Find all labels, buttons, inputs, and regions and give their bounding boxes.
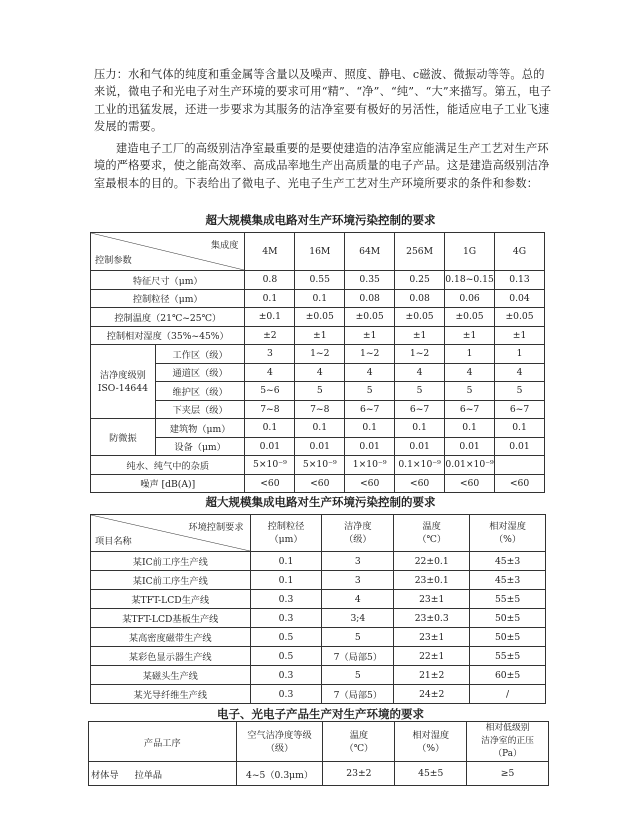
cleanliness-group-cell — [91, 345, 156, 419]
header-line1: 温度 — [349, 729, 369, 741]
table-cell: 0.1 — [345, 419, 395, 438]
header-line1: 控制粒径 — [267, 521, 305, 532]
table-cell: 4~5（0.3μm） — [236, 762, 323, 786]
table-row — [91, 308, 545, 327]
row-label: 设备（μm） — [155, 437, 245, 456]
table-cell: 0.1×10⁻⁹ — [395, 456, 445, 475]
paragraph-1: 压力：水和气体的纯度和重金属等含量以及噪声、照度、静电、c磁波、微振动等等。总的来说，微电子和光电子对生产环境的要求可用“精”、“净”、“纯”、“大”来描写。第五，电子工业的迅猛发展，还进一步要求为其服务的洁净室要有极好的另活性，能适应电子工业飞速发展的需要。 — [94, 68, 552, 134]
table-row — [91, 609, 546, 628]
table-row — [91, 382, 545, 401]
table-cell: ±1 — [495, 326, 545, 345]
row-label: 控制相对湿度（35%~45%） — [91, 326, 245, 345]
table-cell: 0.3 — [250, 666, 322, 685]
table-cell: <60 — [345, 474, 395, 493]
table-row — [91, 289, 545, 308]
table1-col-header: 1G — [445, 233, 495, 271]
table2 — [90, 514, 546, 704]
table-cell: <60 — [445, 474, 495, 493]
table3 — [88, 721, 549, 786]
table-cell: 5~6 — [245, 382, 295, 401]
table-cell: ±1 — [295, 326, 345, 345]
table-cell: 24±2 — [394, 685, 470, 704]
table-cell: 45±3 — [470, 571, 546, 590]
table-cell: 0.1 — [245, 419, 295, 438]
table-cell: 0.01 — [295, 437, 345, 456]
header-line1: 洁净度 — [344, 521, 372, 532]
table1-col-header: 256M — [395, 233, 445, 271]
table-cell: 0.5 — [250, 647, 322, 666]
table1-col-header: 16M — [295, 233, 345, 271]
row-label: 某TFT-LCD生产线 — [91, 590, 251, 609]
table-cell: / — [470, 685, 546, 704]
table-cell: 0.01 — [395, 437, 445, 456]
table-cell: 6~7 — [495, 400, 545, 419]
row-label: 某光导纤维生产线 — [91, 685, 251, 704]
table-cell: 0.1 — [395, 419, 445, 438]
table-cell: <60 — [245, 474, 295, 493]
table-cell: ±1 — [395, 326, 445, 345]
row-label: 建筑物（μm） — [155, 419, 245, 438]
table-cell: 0.1 — [445, 419, 495, 438]
table2-col-header — [322, 515, 394, 552]
table-cell: 3 — [322, 552, 394, 571]
table-cell: 4 — [322, 590, 394, 609]
header-line2: （级） — [265, 742, 294, 754]
table3-col-header — [395, 722, 467, 762]
table-cell: 0.01 — [345, 437, 395, 456]
row-label: 噪声 [dB(A)] — [91, 474, 245, 493]
table-cell: 0.3 — [250, 685, 322, 704]
row-label — [89, 762, 237, 786]
vibration-group-cell: 防微振 — [91, 419, 156, 456]
header-line1: 相对低级别 — [485, 723, 530, 733]
table-cell: 23±2 — [323, 762, 395, 786]
table-cell: <60 — [495, 474, 545, 493]
table2-col-header — [470, 515, 546, 552]
table3-col-header — [467, 722, 549, 762]
table-cell: 3 — [322, 571, 394, 590]
table-cell: 45±5 — [395, 762, 467, 786]
table-cell: 0.06 — [445, 289, 495, 308]
table-cell: 0.1 — [295, 289, 345, 308]
table-cell: 0.3 — [250, 590, 322, 609]
table3-col-header — [236, 722, 323, 762]
table-cell: 4 — [295, 363, 345, 382]
paragraph-2: 建造电子工厂的高级别洁净室最重要的是要使建造的洁净室应能满足生产工艺对生产环境的严格要求，使之能高效率、高成品率地生产出高质量的电子产品。这是建造高级别洁净室最根本的目的。下表给出了微电子、光电子生产工艺对生产环境所要求的条件和参数： — [94, 142, 550, 190]
table-row — [91, 271, 545, 290]
process-label: 拉单晶 — [134, 769, 163, 781]
table-cell: 0.55 — [295, 271, 345, 290]
table-cell: 50±5 — [470, 609, 546, 628]
table-cell: 1×10⁻⁹ — [345, 456, 395, 475]
cleanliness-group-line1: 洁净度级别 — [99, 369, 146, 381]
row-label: 某TFT-LCD基板生产线 — [91, 609, 251, 628]
table-cell: 1~2 — [345, 345, 395, 364]
row-label: 工作区（级） — [155, 345, 245, 364]
table-cell: 5 — [345, 382, 395, 401]
table-cell: 7~8 — [295, 400, 345, 419]
row-label: 控制温度（21℃~25℃） — [91, 308, 245, 327]
table-cell: 0.1 — [495, 419, 545, 438]
table-cell: 5 — [395, 382, 445, 401]
table1-corner-cell — [91, 233, 245, 271]
table-cell: 0.01 — [495, 437, 545, 456]
table-row — [91, 456, 545, 475]
table1 — [90, 232, 545, 493]
table-cell: ≥5 — [467, 762, 549, 786]
header-line2: 洁净室的正压 — [481, 736, 534, 746]
table-cell: 5 — [495, 382, 545, 401]
table-cell: 0.1 — [245, 289, 295, 308]
table2-corner-top: 环境控制要求 — [188, 522, 244, 533]
table-cell: 4 — [445, 363, 495, 382]
table-cell: ±0.05 — [495, 308, 545, 327]
table-cell: 4 — [495, 363, 545, 382]
table-row — [91, 400, 545, 419]
header-line2: （μm） — [269, 534, 303, 545]
table2-corner-cell — [91, 515, 251, 552]
table-row — [91, 345, 545, 364]
table-cell: 0.3 — [250, 609, 322, 628]
row-label: 某IC前工序生产线 — [91, 552, 251, 571]
table2-corner-bottom: 项目名称 — [95, 536, 132, 547]
header-line2: （%） — [417, 742, 445, 754]
table-cell: 0.08 — [395, 289, 445, 308]
table-cell: 23±0.3 — [394, 609, 470, 628]
table-cell: 4 — [345, 363, 395, 382]
table2-title: 超大规模集成电路对生产环境污染控制的要求 — [205, 495, 436, 509]
row-label: 维护区（级） — [155, 382, 245, 401]
table-cell: 1~2 — [395, 345, 445, 364]
table-cell: ±2 — [245, 326, 295, 345]
table3-title: 电子、光电子产品生产对生产环境的要求 — [217, 707, 424, 721]
table-cell: 0.01 — [245, 437, 295, 456]
table-cell: 0.04 — [495, 289, 545, 308]
header-line2: （℃） — [344, 742, 374, 754]
header-line2: （%） — [494, 534, 522, 545]
table-cell: 23±0.1 — [394, 571, 470, 590]
table-cell: 0.01×10⁻⁹ — [445, 456, 495, 475]
table1-col-header: 64M — [345, 233, 395, 271]
table1-corner-bottom: 控制参数 — [95, 255, 132, 266]
table-cell: 0.1 — [250, 552, 322, 571]
table-row — [91, 628, 546, 647]
table-cell: 1 — [445, 345, 495, 364]
table-row — [89, 762, 549, 786]
table-cell: 0.08 — [345, 289, 395, 308]
table-cell: 4 — [395, 363, 445, 382]
table-cell: 1~2 — [295, 345, 345, 364]
header-line1: 相对湿度 — [489, 521, 526, 532]
table-row — [91, 437, 545, 456]
table2-col-header — [394, 515, 470, 552]
table-cell: 5 — [295, 382, 345, 401]
table-cell: 55±5 — [470, 590, 546, 609]
table-cell: 1 — [495, 345, 545, 364]
table-cell: ±1 — [345, 326, 395, 345]
category-label: 材体导 — [91, 769, 119, 781]
table2-col-header — [250, 515, 322, 552]
table-cell: 7~8 — [245, 400, 295, 419]
table-cell: 0.1 — [250, 571, 322, 590]
table-cell: 6~7 — [395, 400, 445, 419]
table-cell: 7（局部5） — [322, 647, 394, 666]
table1-col-header: 4M — [245, 233, 295, 271]
header-line2: （℃） — [417, 534, 447, 545]
table-cell: 60±5 — [470, 666, 546, 685]
table-cell — [495, 456, 545, 475]
table-cell: 6~7 — [345, 400, 395, 419]
table-cell: 4 — [245, 363, 295, 382]
table-row — [91, 571, 546, 590]
table-row — [91, 552, 546, 571]
table-cell: 5×10⁻⁹ — [295, 456, 345, 475]
row-label: 某IC前工序生产线 — [91, 571, 251, 590]
table-cell: 0.1 — [295, 419, 345, 438]
row-label: 某彩色显示器生产线 — [91, 647, 251, 666]
table-cell: 0.13 — [495, 271, 545, 290]
table3-col-header — [323, 722, 395, 762]
table1-corner-top: 集成度 — [210, 240, 239, 251]
table-cell: 7（局部5） — [322, 685, 394, 704]
table-row — [91, 685, 546, 704]
table-cell: 50±5 — [470, 628, 546, 647]
table-cell: 6~7 — [445, 400, 495, 419]
table-row — [91, 326, 545, 345]
table1-col-header: 4G — [495, 233, 545, 271]
row-label: 特征尺寸（μm） — [91, 271, 245, 290]
table-cell: 23±1 — [394, 590, 470, 609]
header-line3: （Pa） — [493, 749, 522, 759]
table-cell: 22±1 — [394, 647, 470, 666]
table-cell: 0.01 — [445, 437, 495, 456]
table-row — [91, 647, 546, 666]
header-line1: 空气洁净度等级 — [247, 729, 312, 741]
table-cell: ±0.05 — [345, 308, 395, 327]
row-label: 下夹层（级） — [155, 400, 245, 419]
table-row — [91, 419, 545, 438]
table-row — [91, 590, 546, 609]
table-cell: <60 — [295, 474, 345, 493]
header-line1: 温度 — [422, 521, 441, 532]
table-cell: 0.35 — [345, 271, 395, 290]
row-label: 通道区（级） — [155, 363, 245, 382]
table-cell: 45±3 — [470, 552, 546, 571]
table-cell: ±0.05 — [445, 308, 495, 327]
table-cell: ±0.1 — [245, 308, 295, 327]
cleanliness-group-line2: ISO-14644 — [97, 382, 148, 394]
row-label: 某磁头生产线 — [91, 666, 251, 685]
table-cell: 0.8 — [245, 271, 295, 290]
table-cell: 0.18~0.15 — [445, 271, 495, 290]
table-cell: 55±5 — [470, 647, 546, 666]
header-line2: （级） — [344, 534, 372, 545]
table-cell: 5×10⁻⁹ — [245, 456, 295, 475]
table-cell: 3 — [245, 345, 295, 364]
table-row — [91, 474, 545, 493]
table-cell: 0.25 — [395, 271, 445, 290]
table-cell: 3;4 — [322, 609, 394, 628]
header-line1: 相对湿度 — [412, 729, 450, 741]
table-cell: 5 — [322, 666, 394, 685]
table-cell: 5 — [445, 382, 495, 401]
table-cell: 22±0.1 — [394, 552, 470, 571]
table-cell: ±0.05 — [395, 308, 445, 327]
table-cell: <60 — [395, 474, 445, 493]
table-cell: ±1 — [445, 326, 495, 345]
table-cell: 0.5 — [250, 628, 322, 647]
row-label: 某高密度磁带生产线 — [91, 628, 251, 647]
row-label: 纯水、纯气中的杂质 — [91, 456, 245, 475]
table3-corner-cell: 产品工序 — [89, 722, 237, 762]
table-row — [91, 666, 546, 685]
table-cell: 21±2 — [394, 666, 470, 685]
table-cell: 5 — [322, 628, 394, 647]
table-cell: 23±1 — [394, 628, 470, 647]
table-row — [91, 363, 545, 382]
table-cell: ±0.05 — [295, 308, 345, 327]
table1-title: 超大规模集成电路对生产环境污染控制的要求 — [205, 213, 436, 227]
row-label: 控制粒径（μm） — [91, 289, 245, 308]
